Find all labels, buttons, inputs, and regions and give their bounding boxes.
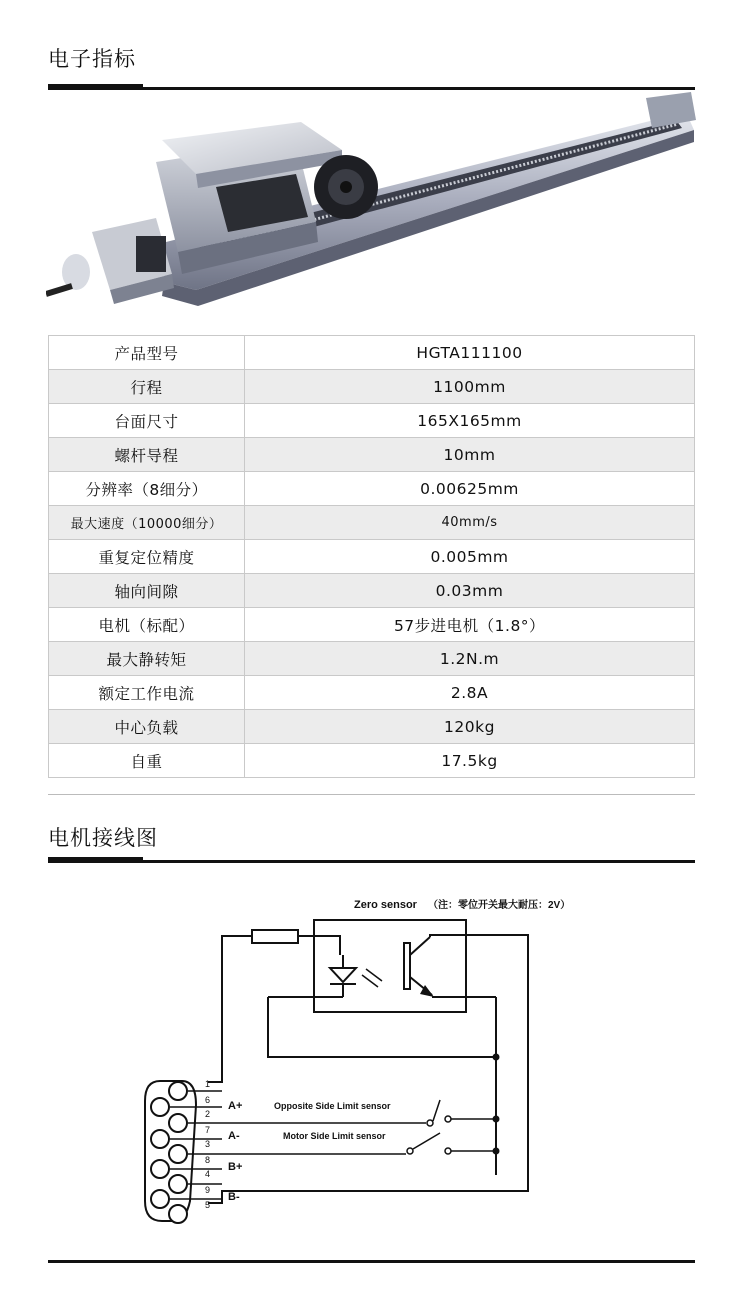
wiring-diagram xyxy=(100,885,660,1230)
zero-sensor-note: （注：零位开关最大耐压：2V） xyxy=(428,900,571,911)
led-icon xyxy=(330,968,356,982)
spec-value: 120kg xyxy=(245,710,695,744)
pin-number: 7 xyxy=(205,1125,211,1135)
motor-limit-label: Motor Side Limit sensor xyxy=(283,1131,386,1141)
zero-sensor-box xyxy=(314,920,466,1012)
phototransistor-icon xyxy=(404,943,410,989)
spec-label: 螺杆导程 xyxy=(49,438,245,472)
spec-value: 0.005mm xyxy=(245,540,695,574)
spec-table xyxy=(48,335,695,778)
spec-label: 额定工作电流 xyxy=(49,676,245,710)
specs-title-accent xyxy=(48,84,143,88)
bottom-rule xyxy=(48,1260,695,1263)
wiring-section-title: 电机接线图 xyxy=(48,826,158,850)
signal-label: A- xyxy=(228,1130,240,1142)
zero-sensor-label: Zero sensor xyxy=(354,899,417,911)
table-row xyxy=(49,506,695,540)
spec-label: 行程 xyxy=(49,370,245,404)
specs-title-underline xyxy=(48,87,695,90)
table-row xyxy=(49,710,695,744)
spec-value: 1100mm xyxy=(245,370,695,404)
table-row xyxy=(49,676,695,710)
signal-label: B+ xyxy=(228,1161,243,1173)
resistor xyxy=(252,930,298,943)
wiring-title-underline xyxy=(48,860,695,863)
switch-contact xyxy=(427,1120,433,1126)
signal-label: A+ xyxy=(228,1100,243,1112)
wiring-title-accent xyxy=(48,857,143,861)
spec-value: 1.2N.m xyxy=(245,642,695,676)
pin-number: 8 xyxy=(205,1155,211,1165)
spec-label: 最大速度（10000细分） xyxy=(49,506,245,540)
signal-label: B- xyxy=(228,1191,240,1203)
pin-number: 3 xyxy=(205,1139,211,1149)
spec-value: 10mm xyxy=(245,438,695,472)
pin-number: 1 xyxy=(205,1079,211,1089)
pin-number: 5 xyxy=(205,1200,211,1210)
pin-number: 4 xyxy=(205,1169,211,1179)
specs-section-title: 电子指标 xyxy=(48,47,136,71)
spec-label: 自重 xyxy=(49,744,245,778)
spec-label: 分辨率（8细分） xyxy=(49,472,245,506)
spec-label: 重复定位精度 xyxy=(49,540,245,574)
linear-stage-product-image xyxy=(46,92,696,328)
spec-value: HGTA111100 xyxy=(245,336,695,370)
spec-value: 0.00625mm xyxy=(245,472,695,506)
spec-value: 0.03mm xyxy=(245,574,695,608)
spec-value: 57步进电机（1.8°） xyxy=(245,608,695,642)
spec-label: 轴向间隙 xyxy=(49,574,245,608)
spec-label: 台面尺寸 xyxy=(49,404,245,438)
table-row xyxy=(49,540,695,574)
spec-label: 最大静转矩 xyxy=(49,642,245,676)
table-row xyxy=(49,336,695,370)
table-row xyxy=(49,574,695,608)
spec-label: 电机（标配） xyxy=(49,608,245,642)
table-row xyxy=(49,404,695,438)
pin-number: 9 xyxy=(205,1185,211,1195)
table-row xyxy=(49,472,695,506)
table-row xyxy=(49,438,695,472)
section-divider xyxy=(48,794,695,795)
spec-value: 17.5kg xyxy=(245,744,695,778)
pin-number: 2 xyxy=(205,1109,211,1119)
spec-label: 产品型号 xyxy=(49,336,245,370)
table-row xyxy=(49,370,695,404)
opposite-limit-label: Opposite Side Limit sensor xyxy=(274,1101,391,1111)
table-row xyxy=(49,744,695,778)
spec-value: 165X165mm xyxy=(245,404,695,438)
table-row xyxy=(49,608,695,642)
spec-label: 中心负载 xyxy=(49,710,245,744)
pin-number: 6 xyxy=(205,1095,211,1105)
spec-value: 2.8A xyxy=(245,676,695,710)
spec-value: 40mm/s xyxy=(245,506,695,540)
switch-contact xyxy=(407,1148,413,1154)
table-row xyxy=(49,642,695,676)
